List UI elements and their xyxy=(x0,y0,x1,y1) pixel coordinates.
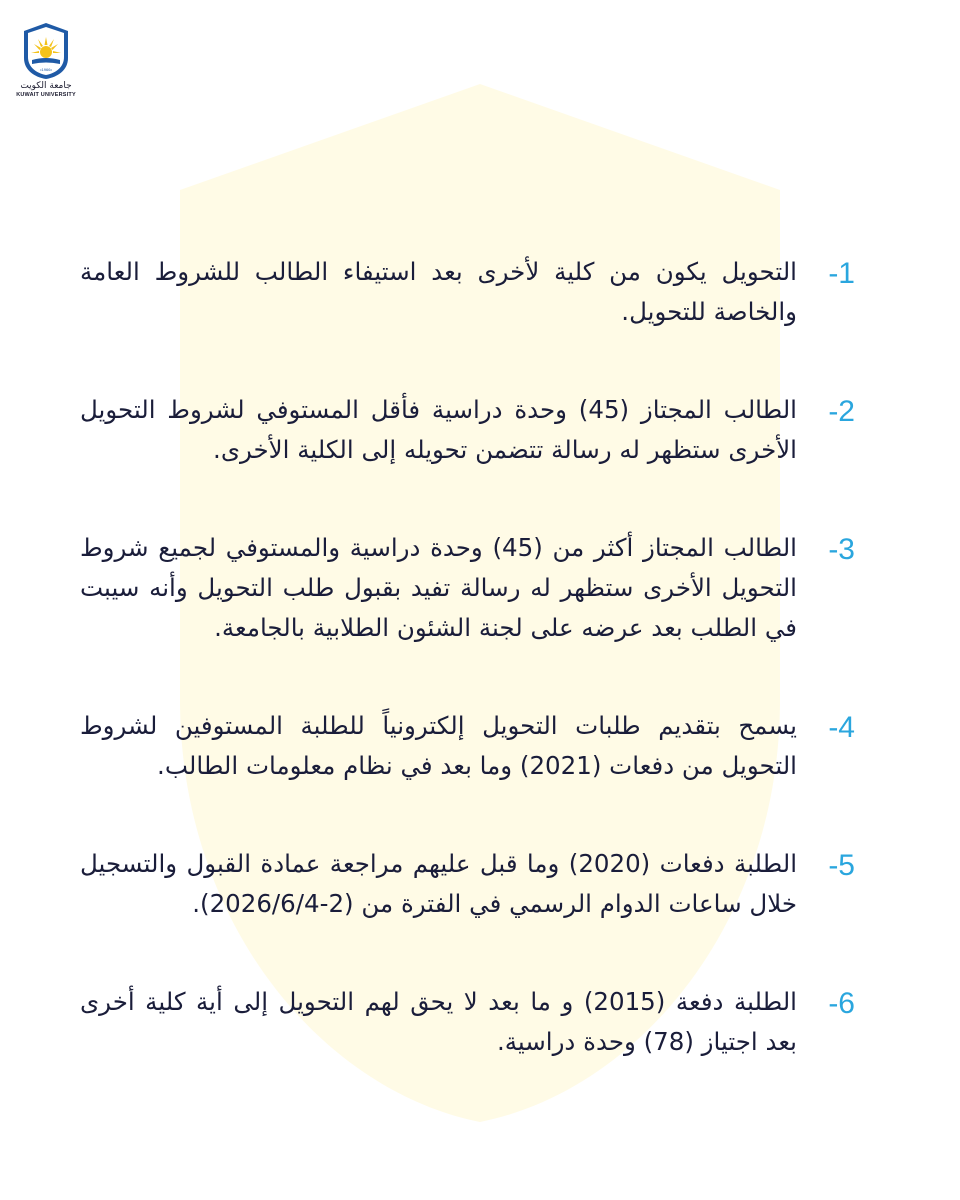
item-text: الطلبة دفعات (2020) وما قبل عليهم مراجعة عمادة القبول والتسجيل خلال ساعات الدوام الرسمي في الفترة من (2-2026/6/4). xyxy=(80,849,798,918)
logo-english-name: KUWAIT UNIVERSITY xyxy=(16,92,76,98)
list-item xyxy=(80,252,855,332)
list-item xyxy=(80,528,855,648)
item-text: الطلبة دفعة (2015) و ما بعد لا يحق لهم التحويل إلى أية كلية أخرى بعد اجتياز (78) وحدة دراسية. xyxy=(80,987,797,1056)
item-number: -1 xyxy=(828,257,855,290)
item-number: -5 xyxy=(828,849,855,882)
logo-arabic-name: جامعة الكويت xyxy=(20,81,72,91)
item-number: -2 xyxy=(828,395,855,428)
item-text: الطالب المجتاز (45) وحدة دراسية فأقل المستوفي لشروط التحويل الأخرى ستظهر له رسالة تتضمن تحويله إلى الكلية الأخرى. xyxy=(80,395,797,464)
kuwait-university-logo xyxy=(16,22,76,99)
item-number: -3 xyxy=(828,533,855,566)
item-number: -6 xyxy=(828,987,855,1020)
list-item xyxy=(80,844,855,924)
list-item xyxy=(80,706,855,786)
list-item xyxy=(80,982,855,1062)
transfer-rules-list xyxy=(80,252,855,1120)
list-item xyxy=(80,390,855,470)
item-text: يسمح بتقديم طلبات التحويل إلكترونياً للطلبة المستوفين لشروط التحويل من دفعات (2021) وما بعد في نظام معلومات الطالب. xyxy=(80,711,797,780)
item-number: -4 xyxy=(828,711,855,744)
item-text: التحويل يكون من كلية لأخرى بعد استيفاء الطالب للشروط العامة والخاصة للتحويل. xyxy=(80,257,797,326)
item-text: الطالب المجتاز أكثر من (45) وحدة دراسية والمستوفي لجميع شروط التحويل الأخرى ستظهر له رسالة تفيد بقبول طلب التحويل وأنه سيبت في الطلب بعد عرضه على لجنة الشئون الطلابية بالجامعة. xyxy=(80,533,797,642)
university-emblem-icon xyxy=(22,22,70,80)
logo-year: •1966• xyxy=(40,67,52,72)
